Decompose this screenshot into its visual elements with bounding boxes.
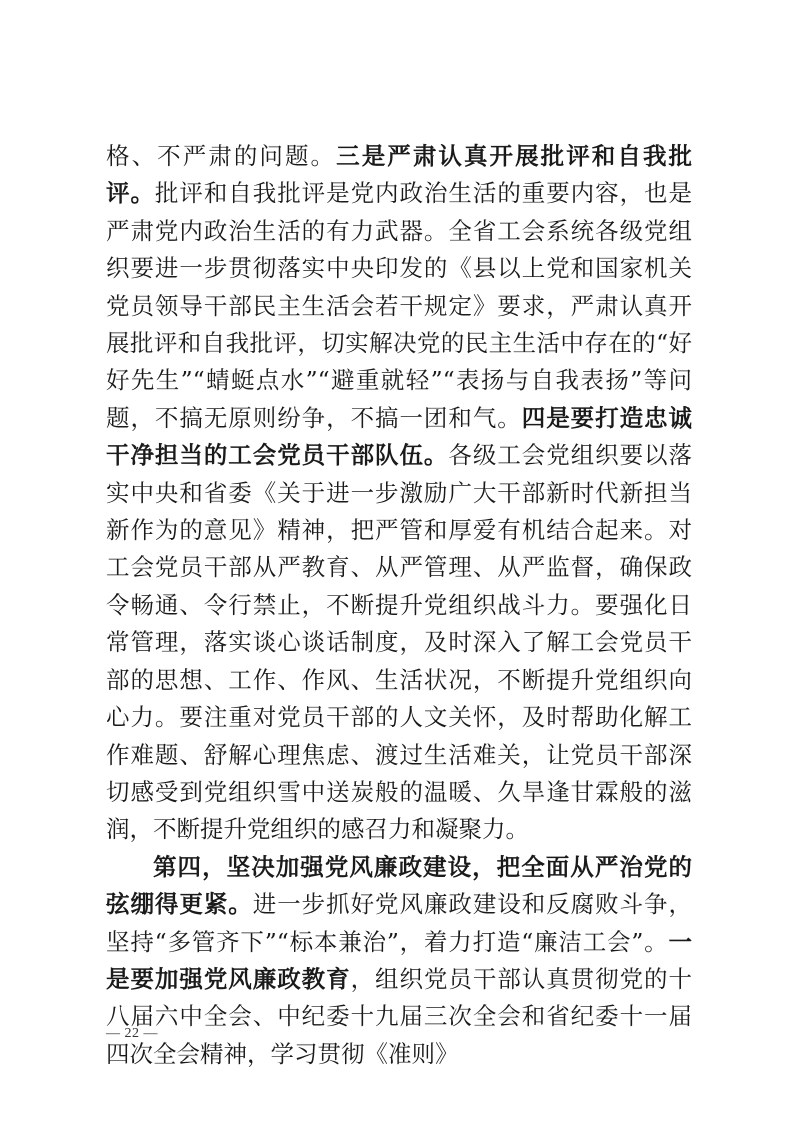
text-run: 进一步抓好党风廉政建设和反腐败斗争，坚持“多管齐下”“标本兼治”，着力打造“廉洁工会”。 (106, 890, 693, 956)
bold-heading-run: 第四，坚决加强党风廉政建设，把全面从严治党的弦绷得更紧。 (106, 852, 692, 919)
page-number: — 22 — (106, 1026, 158, 1041)
text-run: 各级工会党组织要以落实中央和省委《关于进一步激励广大干部新时代新担当新作为的意见》精神，把严管和厚爱有机结合起来。对工会党员干部从严教育、从严管理、从严监督，确保政令畅通、令行禁止，不断提升党组织战斗力。要强化日常管理，落实谈心谈话制度，及时深入了解工会党员干部的思想、工作、作风、生活状况，不断提升党组织向心力。要注重对党员干部的人文关怀，及时帮助化解工作难题、舒解心理焦虑、渡过生活难关，让党员干部深切感受到党组织雪中送炭般的温暖、久旱逢甘霖般的滋润，不断提升党组织的感召力和凝聚力。 (106, 441, 693, 844)
body-text (106, 138, 692, 1073)
text-run: 格、不严肃的问题。 (106, 142, 337, 170)
text-run: 批评和自我批评是党内政治生活的重要内容，也是严肃党内政治生活的有力武器。全省工会系统各级党组织要进一步贯彻落实中央印发的《县以上党和国家机关党员领导干部民主生活会若干规定》要求，严肃认真开展批评和自我批评，切实解决党的民主生活中存在的“好好先生”“蜻蜓点水”“避重就轻”“表扬与自我表扬”等问题，不搞无原则纷争，不搞一团和气。 (106, 179, 693, 432)
bold-heading-run: 四是要打造忠诚干净担当的工会党员干部队伍。 (106, 403, 693, 470)
paragraph-1 (106, 138, 692, 849)
bold-heading-run: 一是要加强党风廉政教育 (106, 927, 692, 993)
text-run: ，组织党员干部认真贯彻党的十八届六中全会、中纪委十九届三次全会和省纪委十一届四次全会精神，学习贯彻《准则》 (106, 964, 693, 1068)
paragraph-2 (106, 849, 692, 1073)
bold-heading-run: 三是严肃认真开展批评和自我批评。 (106, 142, 693, 208)
